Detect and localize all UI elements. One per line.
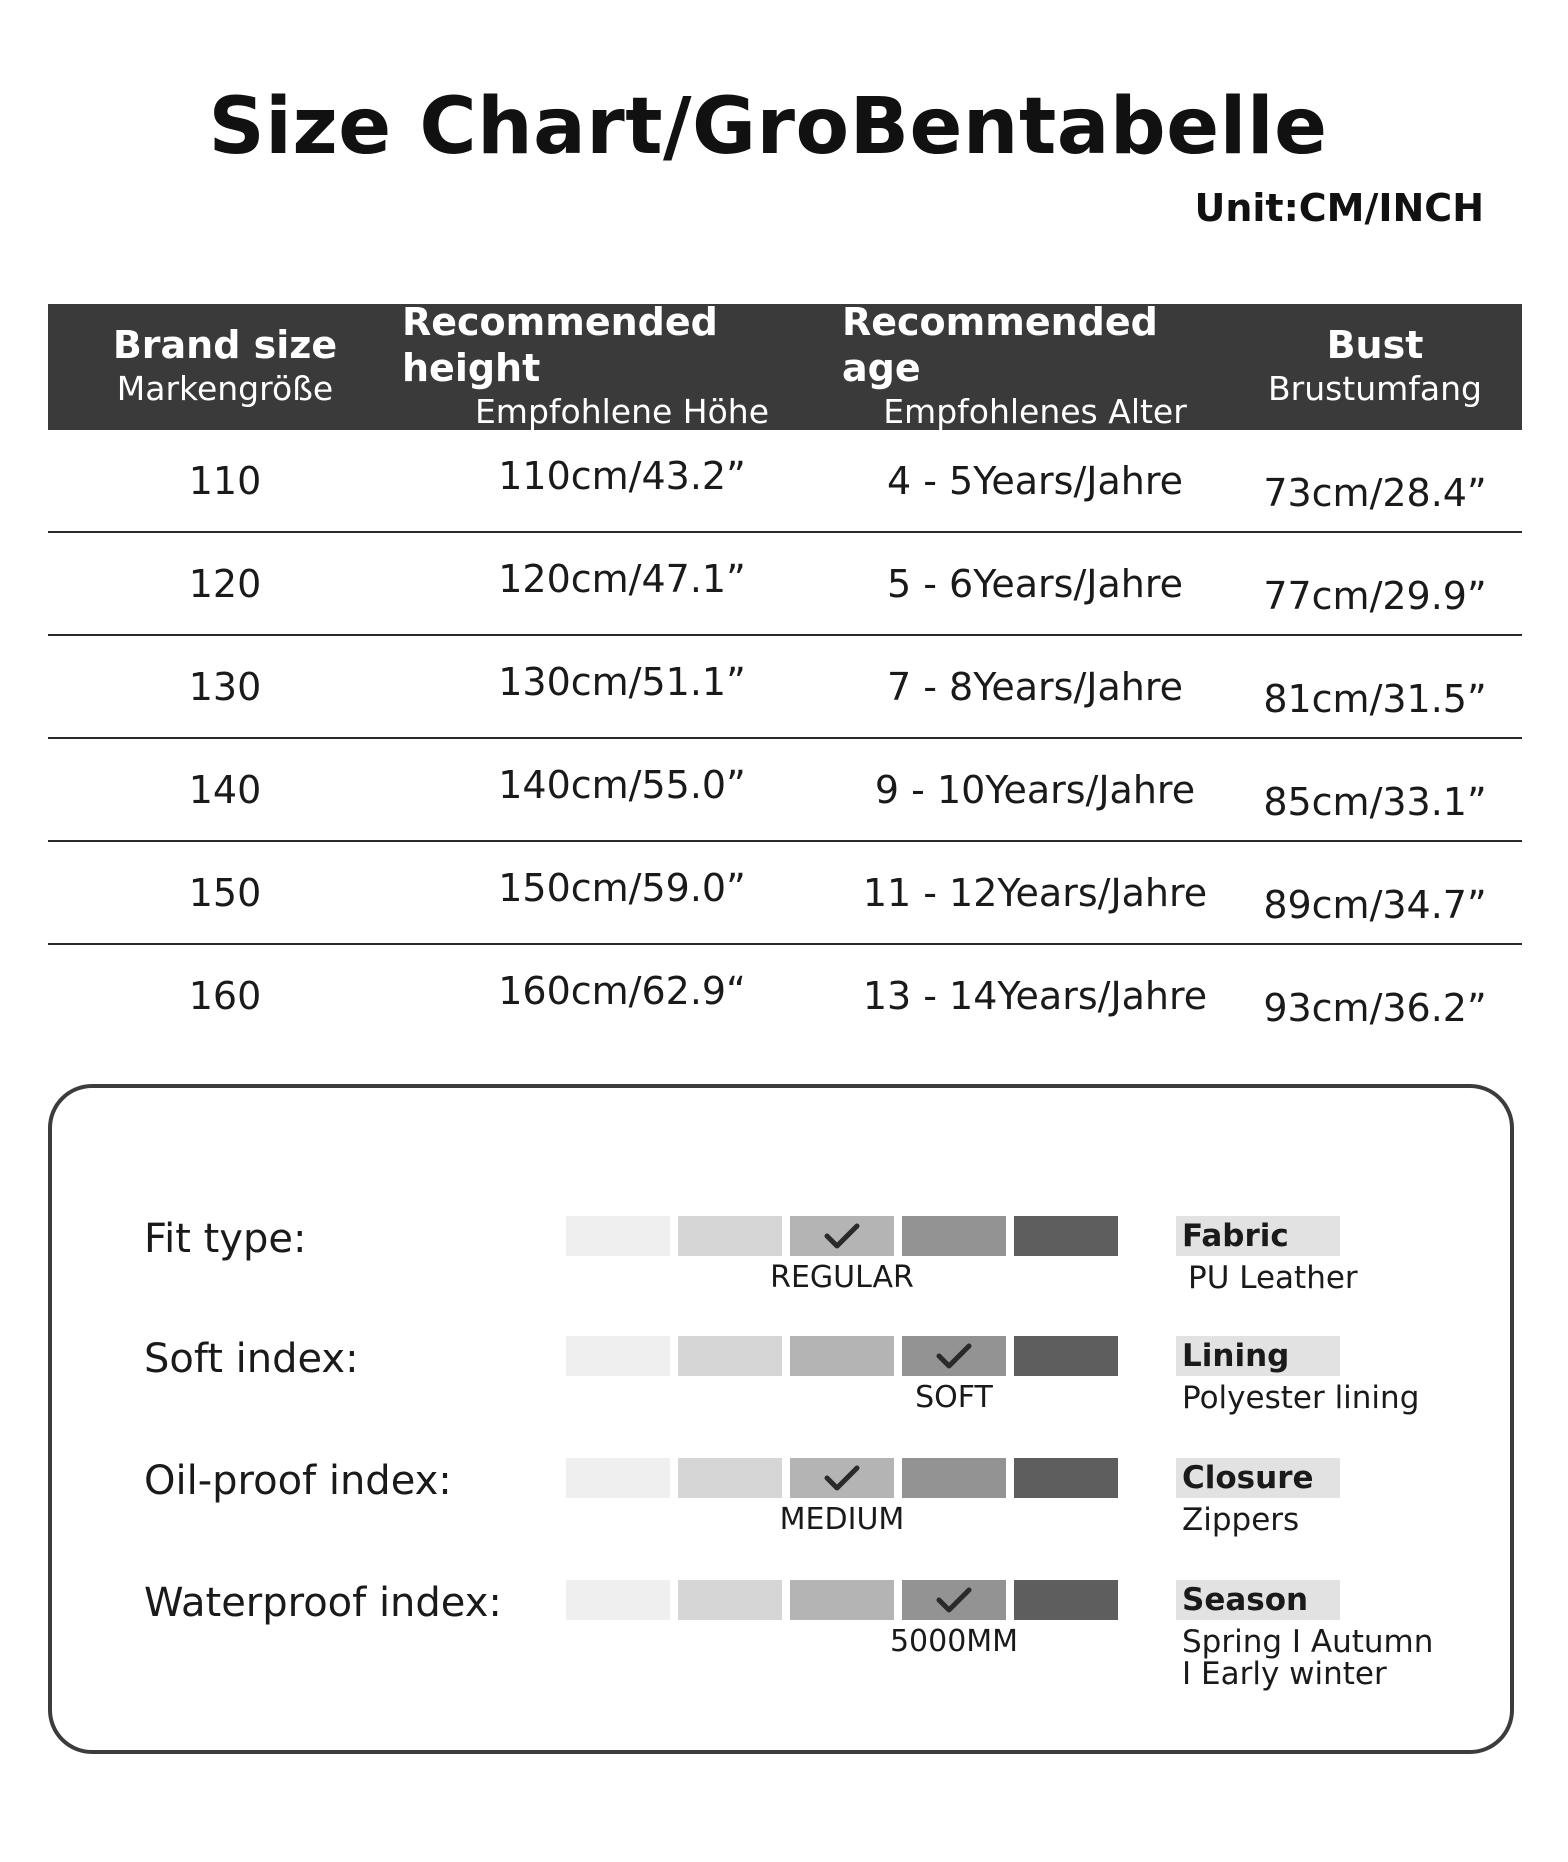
spec-value-season	[1182, 1626, 1482, 1690]
cell-height: 130cm/51.1”	[498, 660, 746, 704]
checkmark-icon	[822, 1463, 862, 1493]
index-row-oil-proof	[52, 1458, 1510, 1578]
cell-size: 160	[188, 973, 262, 1018]
header-en: Brand size	[112, 322, 338, 367]
index-level-label: MEDIUM	[779, 1502, 905, 1537]
index-scale	[566, 1580, 1122, 1659]
cell-size: 110	[188, 458, 262, 503]
index-scale	[566, 1458, 1122, 1537]
cell-bust: 89cm/34.7”	[1263, 883, 1487, 927]
checkmark-icon	[822, 1221, 862, 1251]
spec-value-line: Spring I Autumn	[1182, 1624, 1434, 1660]
checkmark-icon	[934, 1341, 974, 1371]
header-bust	[1228, 304, 1522, 430]
cell-height: 150cm/59.0”	[498, 866, 746, 910]
index-label: Oil-proof index:	[144, 1458, 452, 1504]
page-title: Size Chart/GroBentabelle	[208, 82, 1328, 172]
header-de: Empfohlenes Alter	[883, 392, 1187, 432]
table-header	[48, 299, 1522, 432]
cell-bust: 93cm/36.2”	[1263, 986, 1487, 1030]
scale-segment	[678, 1336, 782, 1376]
scale-segment	[902, 1216, 1006, 1256]
checkmark-icon	[934, 1585, 974, 1615]
scale-segment	[790, 1580, 894, 1620]
table-row	[48, 636, 1522, 739]
header-de: Brustumfang	[1267, 369, 1483, 409]
table-row	[48, 842, 1522, 945]
spec-label-fabric: Fabric	[1176, 1216, 1340, 1256]
table-row	[48, 430, 1522, 533]
cell-size: 130	[188, 664, 262, 709]
cell-height: 110cm/43.2”	[498, 454, 746, 498]
table-row	[48, 533, 1522, 636]
scale-segment	[902, 1458, 1006, 1498]
header-en: Bust	[1326, 322, 1424, 367]
index-label: Fit type:	[144, 1216, 307, 1262]
scale-segment	[902, 1336, 1006, 1376]
cell-age: 9 - 10Years/Jahre	[874, 767, 1196, 812]
spec-label-season: Season	[1176, 1580, 1340, 1620]
cell-age: 5 - 6Years/Jahre	[886, 561, 1184, 606]
index-level-label: REGULAR	[770, 1260, 914, 1295]
scale-segment	[790, 1458, 894, 1498]
cell-height: 160cm/62.9“	[498, 969, 746, 1013]
scale-segment	[566, 1458, 670, 1498]
cell-bust: 85cm/33.1”	[1263, 780, 1487, 824]
index-row-soft	[52, 1336, 1510, 1456]
index-level-label: SOFT	[915, 1380, 993, 1415]
cell-age: 4 - 5Years/Jahre	[886, 458, 1184, 503]
cell-height: 120cm/47.1”	[498, 557, 746, 601]
size-table	[48, 299, 1522, 1046]
scale-segment	[1014, 1336, 1118, 1376]
spec-label-lining: Lining	[1176, 1336, 1340, 1376]
cell-size: 140	[188, 767, 262, 812]
scale-segment	[902, 1580, 1006, 1620]
table-row	[48, 739, 1522, 842]
header-height	[402, 299, 842, 432]
index-label: Soft index:	[144, 1336, 359, 1382]
spec-value-lining: Polyester lining	[1182, 1380, 1420, 1416]
index-level-label: 5000MM	[889, 1624, 1019, 1659]
header-de: Markengröße	[116, 369, 334, 409]
cell-size: 150	[188, 870, 262, 915]
scale-segment	[566, 1580, 670, 1620]
index-scale	[566, 1336, 1122, 1415]
scale-segment	[678, 1458, 782, 1498]
scale-segment	[790, 1336, 894, 1376]
header-brand-size	[48, 304, 402, 430]
spec-value-fabric: PU Leather	[1188, 1260, 1358, 1296]
cell-size: 120	[188, 561, 262, 606]
table-row	[48, 945, 1522, 1046]
index-row-waterproof	[52, 1580, 1510, 1700]
scale-segment	[678, 1216, 782, 1256]
spec-value-line: I Early winter	[1182, 1656, 1387, 1692]
scale-segment	[566, 1216, 670, 1256]
unit-label: Unit:CM/INCH	[1194, 186, 1484, 230]
spec-label-closure: Closure	[1176, 1458, 1340, 1498]
cell-age: 13 - 14Years/Jahre	[862, 973, 1208, 1018]
scale-segment	[790, 1216, 894, 1256]
scale-segment	[1014, 1458, 1118, 1498]
cell-age: 7 - 8Years/Jahre	[886, 664, 1184, 709]
scale-segment	[1014, 1580, 1118, 1620]
header-age	[842, 299, 1228, 432]
scale-segment	[1014, 1216, 1118, 1256]
spec-value-closure: Zippers	[1182, 1502, 1300, 1538]
scale-segment	[566, 1336, 670, 1376]
index-row-fit-type	[52, 1216, 1510, 1336]
header-en: Recommended height	[402, 299, 718, 390]
cell-age: 11 - 12Years/Jahre	[862, 870, 1208, 915]
cell-bust: 73cm/28.4”	[1263, 471, 1487, 515]
scale-segment	[678, 1580, 782, 1620]
index-label: Waterproof index:	[144, 1580, 502, 1626]
header-de: Empfohlene Höhe	[474, 392, 770, 432]
cell-bust: 77cm/29.9”	[1263, 574, 1487, 618]
cell-bust: 81cm/31.5”	[1263, 677, 1487, 721]
product-features-panel	[48, 1084, 1514, 1754]
index-scale	[566, 1216, 1122, 1295]
header-en: Recommended age	[842, 299, 1158, 390]
cell-height: 140cm/55.0”	[498, 763, 746, 807]
